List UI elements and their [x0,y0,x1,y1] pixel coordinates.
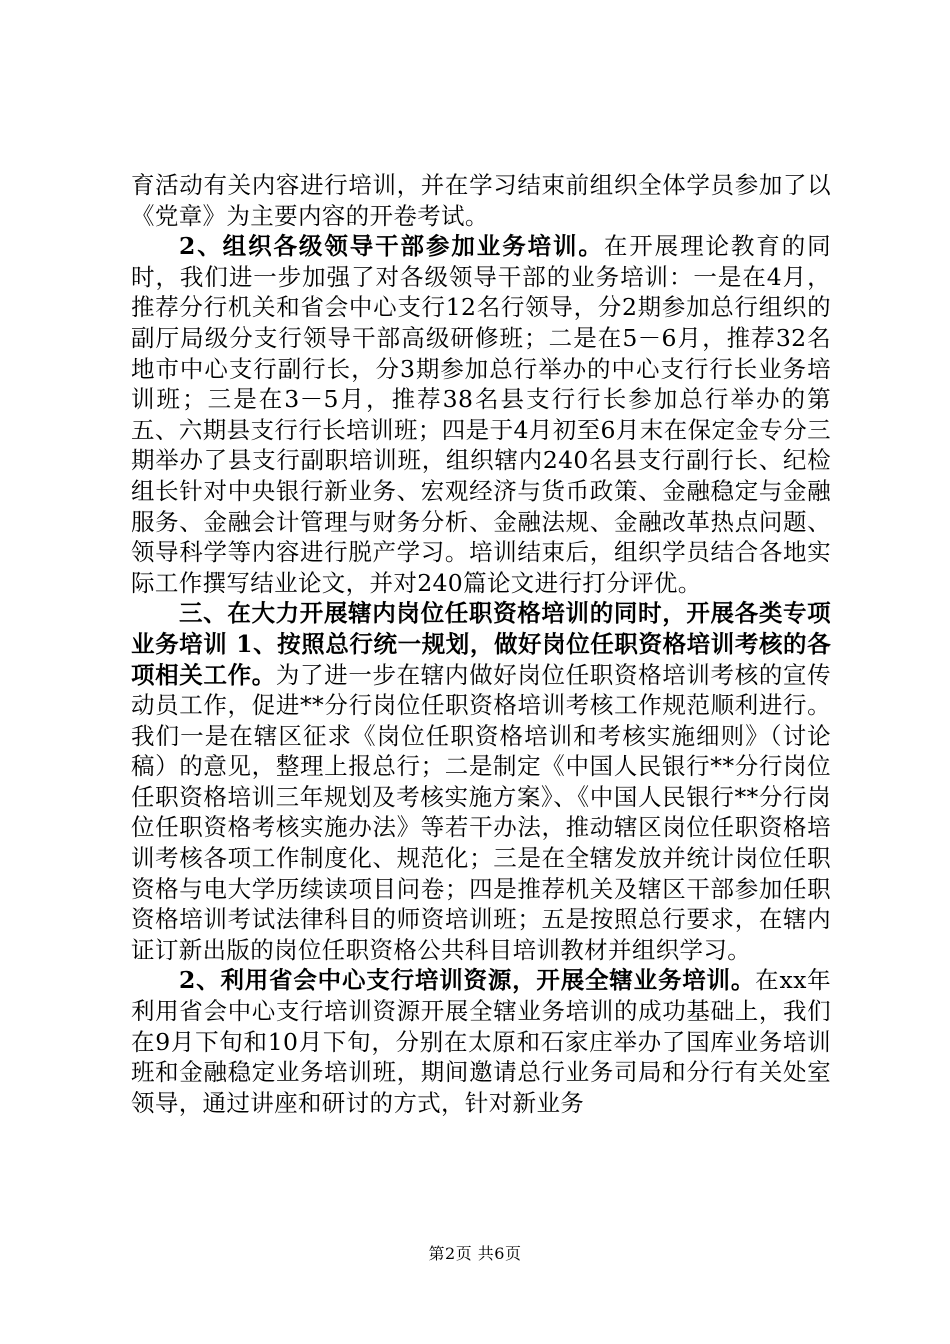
paragraph-2-text: 在开展理论教育的同时，我们进一步加强了对各级领导干部的业务培训：一是在4月，推荐分行机关和省会中心支行12名行领导，分2期参加总行组织的副厅局级分支行领导干部高级研修班；二是在5－6月，推荐32名地市中心支行副行长，分3期参加总行举办的中心支行行长业务培训班；三是在3－5月，推荐38名县支行行长参加总行举办的第五、六期县支行行长培训班；四是于4月初至6月末在保定金专分三期举办了县支行副职培训班，组织辖内240名县支行副行长、纪检组长针对中央银行新业务、宏观经济与货币政策、金融稳定与金融服务、金融会计管理与财务分析、金融法规、金融改革热点问题、领导科学等内容进行脱产学习。培训结束后，组织学员结合各地实际工作撰写结业论文，并对240篇论文进行打分评优。 [131,232,831,597]
page-footer [0,1244,950,1264]
paragraph-1 [131,170,831,231]
paragraph-3-lead: 三、在大力开展辖内岗位任职资格培训的同时，开展各类专项业务培训 1、按照总行统一规划，做好岗位任职资格培训考核的各项相关工作。 [131,599,831,689]
document-body [131,170,831,1118]
page-number: 第2页 共6页 [428,1244,522,1263]
paragraph-2-lead: 2、组织各级领导干部参加业务培训。 [179,232,604,261]
paragraph-3 [131,598,831,965]
paragraph-3-text: 为了进一步在辖内做好岗位任职资格培训考核的宣传动员工作，促进**分行岗位任职资格培训考核工作规范顺利进行。我们一是在辖区征求《岗位任职资格培训和考核实施细则》（讨论稿）的意见，整理上报总行；二是制定《中国人民银行**分行岗位任职资格培训三年规划及考核实施方案》、《中国人民银行**分行岗位任职资格考核实施办法》等若干办法，推动辖区岗位任职资格培训考核各项工作制度化、规范化；三是在全辖发放并统计岗位任职资格与电大学历续读项目问卷；四是推荐机关及辖区干部参加任职资格培训考试法律科目的师资培训班；五是按照总行要求，在辖内证订新出版的岗位任职资格公共科目培训教材并组织学习。 [131,660,831,964]
paragraph-4-text: 在xx年利用省会中心支行培训资源开展全辖业务培训的成功基础上，我们在9月下旬和10月下旬，分别在太原和石家庄举办了国库业务培训班和金融稳定业务培训班，期间邀请总行业务司局和分行有关处室领导，通过讲座和研讨的方式，针对新业务 [131,966,831,1117]
paragraph-4-lead: 2、利用省会中心支行培训资源，开展全辖业务培训。 [179,966,756,995]
paragraph-1-text: 育活动有关内容进行培训，并在学习结束前组织全体学员参加了以《党章》为主要内容的开卷考试。 [131,171,831,230]
paragraph-4 [131,965,831,1118]
paragraph-2 [131,231,831,598]
